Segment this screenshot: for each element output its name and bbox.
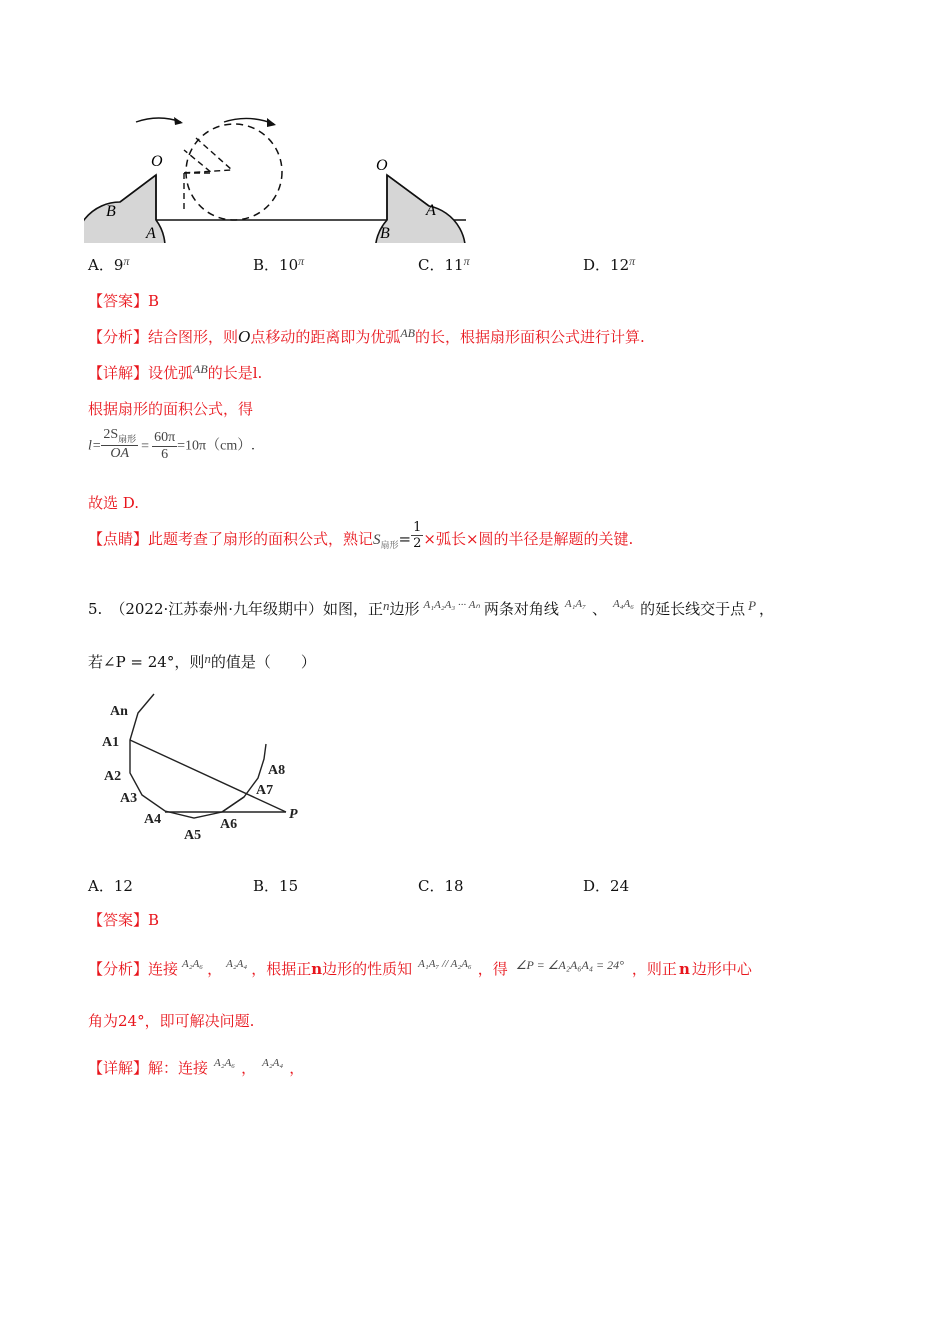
q4-option-b: B．$10^\pi$ bbox=[253, 254, 305, 274]
label-A7: A7 bbox=[256, 783, 274, 798]
q4-option-c: C．$11^\pi$ bbox=[418, 254, 470, 274]
q5-option-d: D．24 bbox=[583, 877, 630, 895]
q4-option-a: A．$9^\pi$ bbox=[88, 254, 130, 274]
diagonal-A1A7 bbox=[130, 740, 286, 812]
q4-conclusion: 故选 D. bbox=[88, 494, 140, 512]
q5-analysis-line2: 角为24°，即可解决问题. bbox=[88, 1012, 255, 1030]
label-P: P bbox=[289, 807, 298, 822]
q4-comment: 【点睛】此题考查了扇形的面积公式，熟记$S_{扇形}=$ $\frac{1}{2}$ ×弧长×圆的半径是解题的关键. bbox=[88, 519, 634, 551]
q4-formula: l= $\frac{2S_{扇形}}{OA}$ = $\frac{60\pi}{6}$ =10π（cm）. bbox=[88, 427, 255, 462]
q4-formula-intro: 根据扇形的面积公式，得 bbox=[88, 400, 254, 418]
label-A8: A8 bbox=[268, 763, 286, 778]
label-A5: A5 bbox=[184, 828, 202, 843]
q5-answer: 【答案】B bbox=[88, 911, 160, 929]
label-An: An bbox=[110, 704, 128, 719]
dashed-circle bbox=[186, 124, 282, 220]
q5-option-c: C．18 bbox=[418, 877, 464, 895]
label-A4: A4 bbox=[144, 812, 162, 827]
label-A1: A1 bbox=[102, 735, 120, 750]
q5-analysis-line1: 【分析】连接 $^{A_2A_6}$ ， $^{A_2A_4}$ ，根据正n边形的性质知 $^{A_1A_7 // A_2A_6}$ ，得 $^{\angle P = \angle A_2A_6A_4 = 24^\circ}$ ，则正 n 边形中心 bbox=[88, 958, 752, 978]
label-A3: A3 bbox=[120, 791, 138, 806]
label-A2: A2 bbox=[104, 769, 122, 784]
label-B-right: B bbox=[380, 225, 390, 242]
q5-stem-line1: 5. （2022·江苏泰州·九年级期中）如图，正n边形 $^{A_1A_2A_3 \cdot\cdot\cdot A_n}$ 两条对角线 $^{A_1A_7}$ 、 $^{A_4A_6}$ 的延长线交于点 P ， bbox=[88, 598, 775, 618]
polygon-figure bbox=[96, 688, 316, 848]
q5-stem-line2: 若∠P = 24°，则n的值是（ ） bbox=[88, 651, 316, 671]
label-O-left: O bbox=[151, 153, 163, 170]
label-A-right: A bbox=[426, 202, 436, 219]
q5-option-b: B．15 bbox=[253, 877, 299, 895]
segment-A6-A7 bbox=[222, 797, 244, 812]
q4-detail: 【详解】设优弧$^{AB}$的长是l. bbox=[88, 362, 263, 382]
sector-rolling-figure bbox=[84, 108, 474, 243]
q5-option-a: A．12 bbox=[88, 877, 133, 895]
label-A6: A6 bbox=[220, 817, 238, 832]
q4-option-d: D．$12^\pi$ bbox=[583, 254, 636, 274]
label-O-right: O bbox=[376, 157, 388, 174]
polygon-edges bbox=[130, 694, 266, 818]
rotation-arrow-middle bbox=[224, 118, 274, 124]
label-A-left: A bbox=[146, 225, 156, 242]
q5-detail: 【详解】解：连接 $^{A_2A_6}$ ， $^{A_2A_4}$ ， bbox=[88, 1057, 305, 1077]
q4-analysis: 【分析】结合图形，则O点移动的距离即为优弧$^{AB}$的长，根据扇形面积公式进行计算. bbox=[88, 326, 645, 346]
q4-answer: 【答案】B bbox=[88, 292, 160, 310]
label-B-left: B bbox=[106, 203, 116, 220]
